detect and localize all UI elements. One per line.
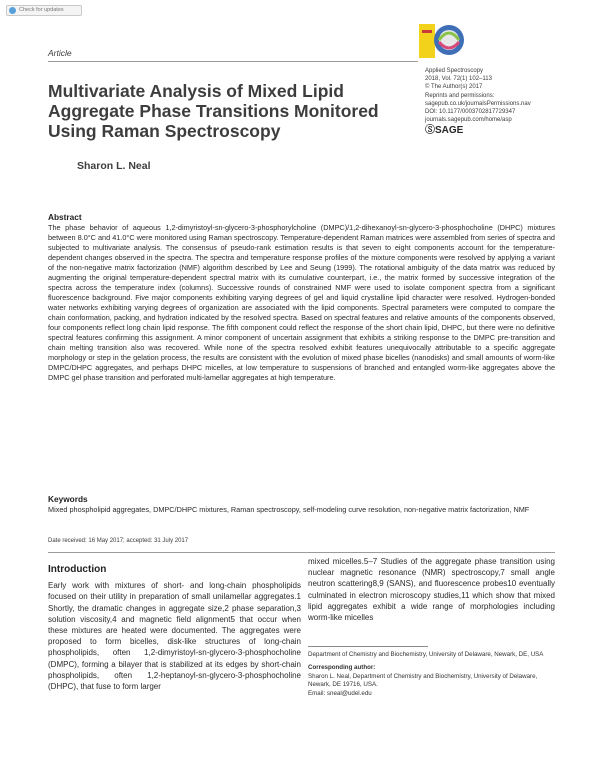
keywords-section [48,494,555,515]
affiliation-divider [308,646,428,647]
introduction-section [48,564,301,692]
introduction-heading: Introduction [48,564,107,575]
permissions-link[interactable]: sagepub.co.uk/journalsPermissions.nav [425,100,531,107]
keywords-heading: Keywords [48,494,88,504]
journal-logo-icon [418,22,468,62]
journal-home-link[interactable]: journals.sagepub.com/home/asp [425,117,512,124]
journal-volume: 2018, Vol. 72(1) 102–113 [425,76,492,83]
abstract-section [48,212,555,383]
introduction-text: Early work with mixtures of short- and long-chain phospholipids focused on their utility in preparation of small unilamellar aggregates.1 Shortly, the dramatic changes in aggregate size,2 phase separation,3 solution viscosity,4 and magnetic field alignment5 that occur when these mixtures are heated were documented. The aggregates were proposed to form bicelles, disk-like structures of long-chain phospholipids, often 1,2-dimyristoyl-sn-glycero-3-phosphocholine (DMPC), forming a bilayer that is stabilized at its edges by short-chain phospholipids, often 1,2-heptanoyl-sn-glycero-3-phosphocholine (DHPC), that fuse to form larger [48,581,301,692]
section-divider [48,552,555,553]
doi-link[interactable]: DOI: 10.1177/0003702817729347 [425,109,516,116]
reprints-label: Reprints and permissions: [425,92,495,99]
affiliation-dept: Department of Chemistry and Biochemistry, University of Delaware, Newark, DE, USA [308,651,544,658]
journal-name: Applied Spectroscopy [425,68,484,74]
journal-info [425,67,575,137]
abstract-heading: Abstract [48,212,82,222]
right-column-text: mixed micelles.5–7 Studies of the aggregate phase transition using nuclear magnetic resonance (NMR) spectroscopy,7 small angle neutron scattering8,9 (SANS), and fluorescence probes10 eventually culminated in electron microscopy studies,11 which show that mixed lipid aggregates exhibit a wide range of morphologies including worm-like micelles [308,557,555,623]
abstract-text: The phase behavior of aqueous 1,2-dimyristoyl-sn-glycero-3-phosphorylcholine (DMPC)/1,2-dihexanoyl-sn-glycero-3-phosphocholine (DHPC) mixtures between 8.0°C and 41.0°C were monitored using Raman spectroscopy. Temperature-dependent Raman matrices were assembled from series of spectra and subjected to multivariate analysis. The consensus of pseudo-rank estimation results is that seven to eight components account for the temperature-dependent changes observed in the spectra. The spectra and temperature response profiles of the mixture components were resolved by applying a variant of the non-negative matrix factorization (NMF) algorithm described by Lee and Seung (1999). The rotational ambiguity of the data matrix was reduced by augmenting the original temperature-dependent spectral matrix with its cumulative counterpart, i.e., the matrix formed by successive integration of the spectra across the temperature index (columns). Successive rounds of constrained NMF were used to isolate component spectra from a significant fluorescence background. Five major components exhibiting varying degrees of gel and liquid crystalline lipid character were resolved. Hydrogen-bonded water networks exhibiting varying degrees of organization are associated with the lipid components. Spectral parameters were computed to compare the chain conformation, packing, and hydration indicated by the resolved spectra. Based on spectral features and relative amounts of the components observed, four components reflect long chain lipid response. The fifth component could reflect the response of the short chain lipid, DHPC, but there were no definitive spectral features confirming this assignment. A minor component of uncertain assignment that exhibits a striking response to the DMPC pre-transition and chain melting transition also was recovered. While none of the spectra resolved exhibit features unequivocally attributable to a specific aggregate morphology or step in the gelation process, the results are consistent with the evolution of mixed phase bicelles (nanodisks) and small amounts of worm-like DMPC/DHPC aggregates, and perhaps DHPC micelles, at low temperature to suspensions of branched and entangled worm-like aggregates above the DMPC gel phase transition and perforated multi-lamellar aggregates at high temperature. [48,223,555,382]
sage-icon: Ⓢ [425,125,435,137]
check-for-updates-label: Check for updates [19,7,64,13]
copyright: © The Author(s) 2017 [425,84,483,91]
email-link[interactable]: Email: sneal@udel.edu [308,689,372,697]
dates: Date received: 16 May 2017; accepted: 31 July 2017 [48,538,189,544]
header-divider [48,61,418,62]
keywords-text: Mixed phospholipid aggregates, DMPC/DHPC mixtures, Raman spectroscopy, self-modeling curve resolution, non-negative matrix factorization, NMF [48,505,530,514]
article-title: Multivariate Analysis of Mixed Lipid Aggregate Phase Transitions Monitored Using Raman Spectroscopy [48,81,379,141]
affiliation-block [308,651,555,698]
article-type: Article [48,48,72,58]
author-name: Sharon L. Neal [77,160,151,172]
right-column [308,556,555,623]
check-for-updates-badge[interactable] [6,5,82,16]
update-icon [9,7,16,14]
corresponding-author: Sharon L. Neal, Department of Chemistry and Biochemistry, University of Delaware, Newark, DE 19716, USA. [308,672,538,689]
corresponding-heading: Corresponding author: [308,664,376,672]
publisher-logo: ⓈSAGE [425,125,464,137]
